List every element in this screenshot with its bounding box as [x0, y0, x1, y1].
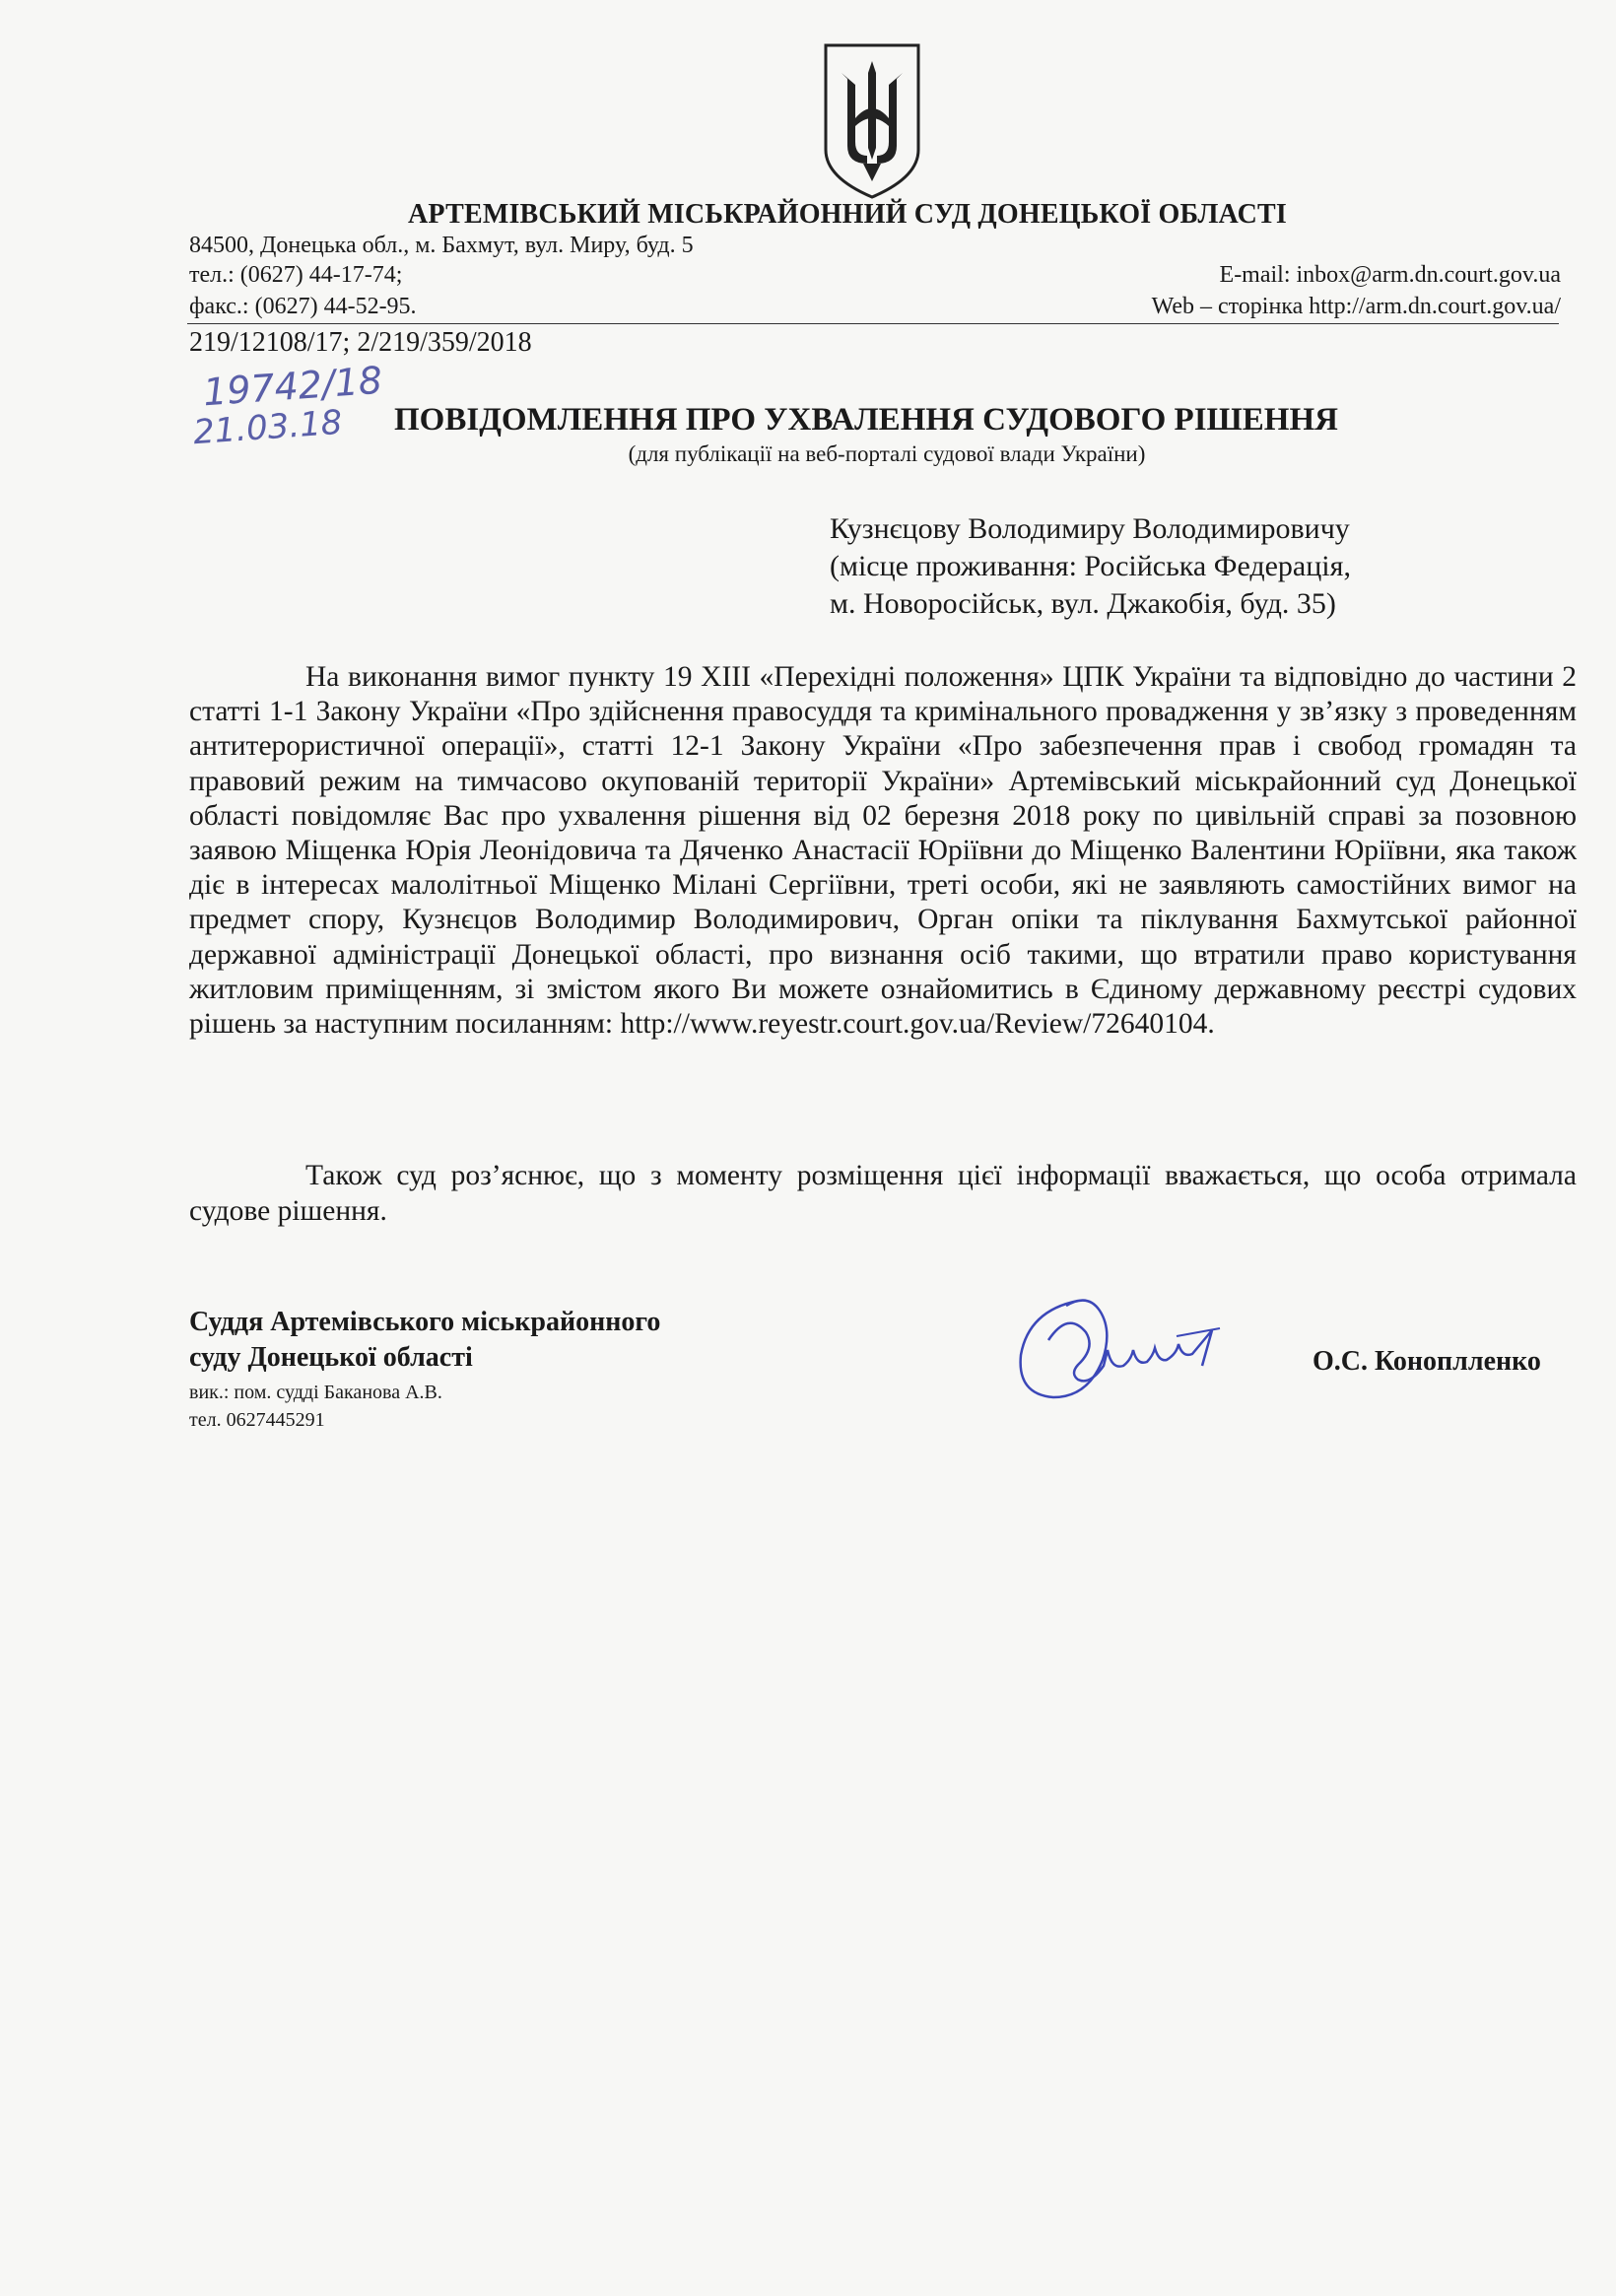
court-address: 84500, Донецька обл., м. Бахмут, вул. Миру, буд. 5: [189, 233, 694, 258]
executor-phone: тел. 0627445291: [189, 1409, 325, 1431]
court-fax: факс.: (0627) 44-52-95.: [189, 294, 417, 319]
notice-title: ПОВІДОМЛЕННЯ ПРО УХВАЛЕННЯ СУДОВОГО РІШЕННЯ: [394, 402, 1338, 438]
recipient-address: м. Новоросійськ, вул. Джакобія, буд. 35): [830, 587, 1336, 620]
court-website: Web – сторінка http://arm.dn.court.gov.ua/: [1151, 294, 1561, 319]
notice-subtitle: (для публікації на веб-порталі судової влади України): [628, 441, 1146, 466]
recipient-residence: (місце проживання: Російська Федерація,: [830, 550, 1351, 582]
handwritten-signature: [1009, 1271, 1236, 1419]
recipient-name: Кузнєцову Володимиру Володимировичу: [830, 512, 1350, 545]
case-numbers: 219/12108/17; 2/219/359/2018: [189, 327, 532, 358]
judge-name: О.С. Коноплленко: [1313, 1346, 1541, 1377]
header-divider: [187, 323, 1559, 324]
judge-title-line-2: суду Донецької області: [189, 1342, 473, 1373]
trident-emblem-icon: [820, 39, 924, 202]
executor-line: вик.: пом. судді Баканова А.В.: [189, 1382, 442, 1403]
handwritten-date: 21.03.18: [191, 402, 344, 453]
court-phone: тел.: (0627) 44-17-74;: [189, 262, 403, 288]
court-name: АРТЕМІВСЬКИЙ МІСЬКРАЙОННИЙ СУД ДОНЕЦЬКОЇ ОБЛАСТІ: [408, 199, 1287, 230]
body-paragraph-clarification: Також суд роз’яснює, що з моменту розміщення цієї інформації вважається, що особа отримала судове рішення.: [189, 1160, 1577, 1227]
body-paragraph-main: На виконання вимог пункту 19 XIII «Перехідні положення» ЦПК України та відповідно до частини 2 статті 1-1 Закону України «Про здійснення правосуддя та кримінального провадження у зв’язку з проведенням антитерористичної операції», статті 12-1 Закону України «Про забезпечення прав і свобод громадян та правовий режим на тимчасово окупованій території України» Артемівський міськрайонний суд Донецької області повідомляє Вас про ухвалення рішення від 02 березня 2018 року по цивільній справі за позовною заявою Міщенка Юрія Леонідовича та Дяченко Анастасії Юріївни до Міщенко Валентини Юріївни, яка також діє в інтересах малолітньої Міщенко Мілані Сергіївни, треті особи, які не заявляють самостійних вимог на предмет спору, Кузнєцов Володимир Володимирович, Орган опіки та піклування Бахмутської районної державної адміністрації Донецької області, про визнання осіб такими, що втратили право користування житловим приміщенням, зі змістом якого Ви можете ознайомитись в Єдиному державному реєстрі судових рішень за наступним посиланням: http://www.reyestr.court.gov.ua/Review/72640104.: [189, 661, 1577, 1041]
court-email: E-mail: inbox@arm.dn.court.gov.ua: [1219, 262, 1561, 288]
handwritten-registration-number: 19742/18: [201, 358, 384, 415]
judge-title-line-1: Суддя Артемівського міськрайонного: [189, 1307, 661, 1337]
